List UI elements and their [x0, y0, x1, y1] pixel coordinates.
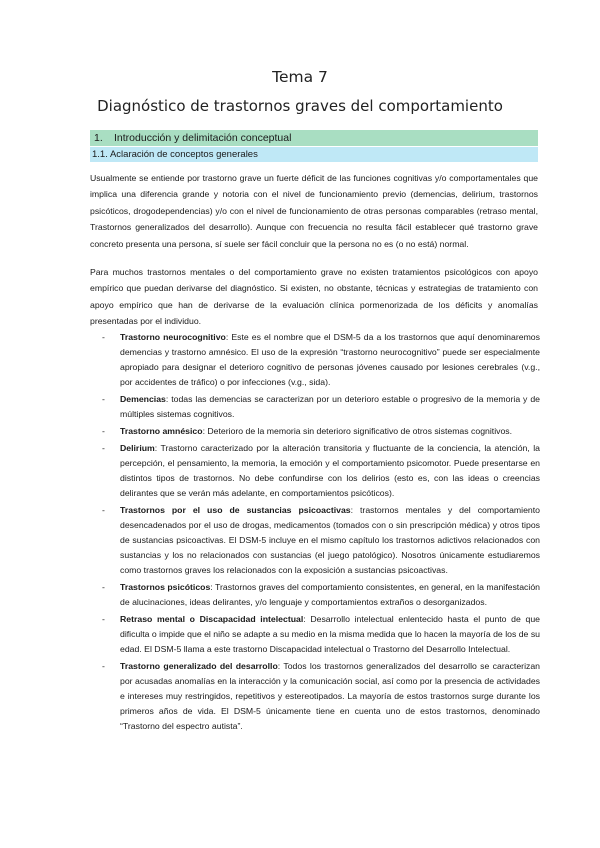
definitions-list	[90, 330, 540, 736]
list-item	[90, 441, 540, 502]
list-item	[90, 612, 540, 657]
bullet-dash: -	[102, 425, 105, 436]
list-text: : Todos los trastornos generalizados del desarrollo se caracterizan por acusadas anomalías en la interacción y la comunicación social, así como por la presencia de actividades e intereses muy restringidos, repetitivos y estereotipados. La mayoría de estos trastornos surge durante los primeros años de vida. El DSM-5 únicamente tiene en cuenta uno de estos trastornos, denominado “Trastorno del espectro autista”.	[120, 660, 541, 732]
bullet-dash: -	[102, 394, 105, 405]
bullet-dash: -	[102, 660, 105, 671]
list-item	[90, 580, 540, 610]
bullet-dash: -	[102, 442, 105, 453]
list-text: : Desarrollo intelectual enlentecido hasta el punto de que dificulta o impide que el niño se adapte a su medio en la misma medida que lo hacen la mayoría de los de su edad. El DSM-5 llama a este trastorno Discapacidad intelectual o Trastorno del Desarrollo Intelectual.	[120, 613, 540, 655]
paragraph-1: Usualmente se entiende por trastorno grave un fuerte déficit de las funciones cognitivas y/o comportamentales que implica una diferencia grande y notoria con el nivel de funcionamiento previo (demencias, delirium, trastornos psicóticos, drogodependencias) y/o con el nivel de funcionamiento de otras personas comparables (retraso mental, Trastornos generalizados del desarrollo). Aunque con frecuencia no resulta fácil establecer qué trastorno grave concreto presenta una persona, sí suele ser fácil concluir que la persona no es (o no está) normal.	[90, 173, 538, 249]
list-item	[90, 392, 540, 422]
list-term: Delirium	[120, 442, 155, 453]
list-item	[90, 503, 540, 579]
list-text: : Este es el nombre que el DSM-5 da a los trastornos que aquí denominaremos demencias y trastorno amnésico. El uso de la expresión “trastorno neurocognitivo” puede ser especialmente apropiado para designar el deterioro cognitivo de personas jóvenes causado por lesiones cerebrales (v.g., por accidentes de tráfico) o por infecciones (v.g., sida).	[120, 332, 540, 388]
list-term: Demencias	[120, 394, 166, 405]
list-text: : Trastorno caracterizado por la alteración transitoria y fluctuante de la conciencia, la atención, la percepción, el pensamiento, la memoria, la emoción y el comportamiento psicomotor. Puede presentarse en distintos tipos de trastornos. No debe confundirse con los delirios (esto es, con las ideas o creencias delirantes que se verán más adelante, en comportamientos psicóticos).	[120, 442, 540, 499]
list-text: : Trastornos graves del comportamiento consistentes, en general, en la manifestación de alucinaciones, ideas delirantes, y/o lenguaje y comportamientos extraños o desorganizados.	[120, 582, 540, 608]
section-number: 1.	[94, 132, 103, 144]
bullet-dash: -	[102, 332, 105, 342]
paragraph-2: Para muchos trastornos mentales o del comportamiento grave no existen tratamientos psicológicos con apoyo empírico que puedan derivarse del diagnóstico. Si existen, no obstante, técnicas y estrategias de tratamiento con apoyo empírico que han de derivarse de la evaluación clínica pormenorizada de los déficits y anomalías presentadas por el individuo.	[90, 267, 538, 327]
section-label: Introducción y delimitación conceptual	[114, 132, 292, 144]
bullet-dash: -	[102, 504, 105, 515]
list-item	[90, 424, 540, 439]
list-item	[90, 330, 540, 391]
section-heading	[90, 130, 538, 146]
subsection-label: 1.1. Aclaración de conceptos generales	[92, 149, 258, 160]
list-term: Trastorno amnésico	[120, 425, 203, 436]
list-item	[90, 659, 540, 735]
bullet-dash: -	[102, 582, 105, 592]
list-term: Trastornos psicóticos	[120, 582, 211, 592]
list-term: Trastorno neurocognitivo	[120, 332, 226, 342]
subsection-heading	[90, 147, 538, 162]
list-term: Retraso mental o Discapacidad intelectual	[120, 613, 304, 624]
bullet-dash: -	[102, 613, 105, 624]
list-term: Trastornos por el uso de sustancias psicoactivas	[120, 504, 351, 515]
list-text: : todas las demencias se caracterizan por un deterioro estable o progresivo de la memoria y de múltiples sistemas cognitivos.	[120, 394, 540, 420]
page-title: Tema 7	[272, 68, 328, 86]
list-text: : trastornos mentales y del comportamiento desencadenados por el uso de drogas, medicamentos (tomados con o sin prescripción médica) y otros tipos de sustancias psicoactivas. El DSM-5 incluye en el mismo capítulo los trastornos adictivos relacionados con sustancias y los no relacionados con sustancias (el juego patológico). Nosotros únicamente estudiaremos como trastornos graves los relacionados con la exposición a sustancias psicoactivas.	[120, 504, 541, 576]
list-text: : Deterioro de la memoria sin deterioro significativo de otros sistemas cognitivos.	[202, 425, 513, 436]
list-term: Trastorno generalizado del desarrollo	[120, 660, 278, 671]
page-subtitle: Diagnóstico de trastornos graves del comportamiento	[97, 97, 503, 115]
